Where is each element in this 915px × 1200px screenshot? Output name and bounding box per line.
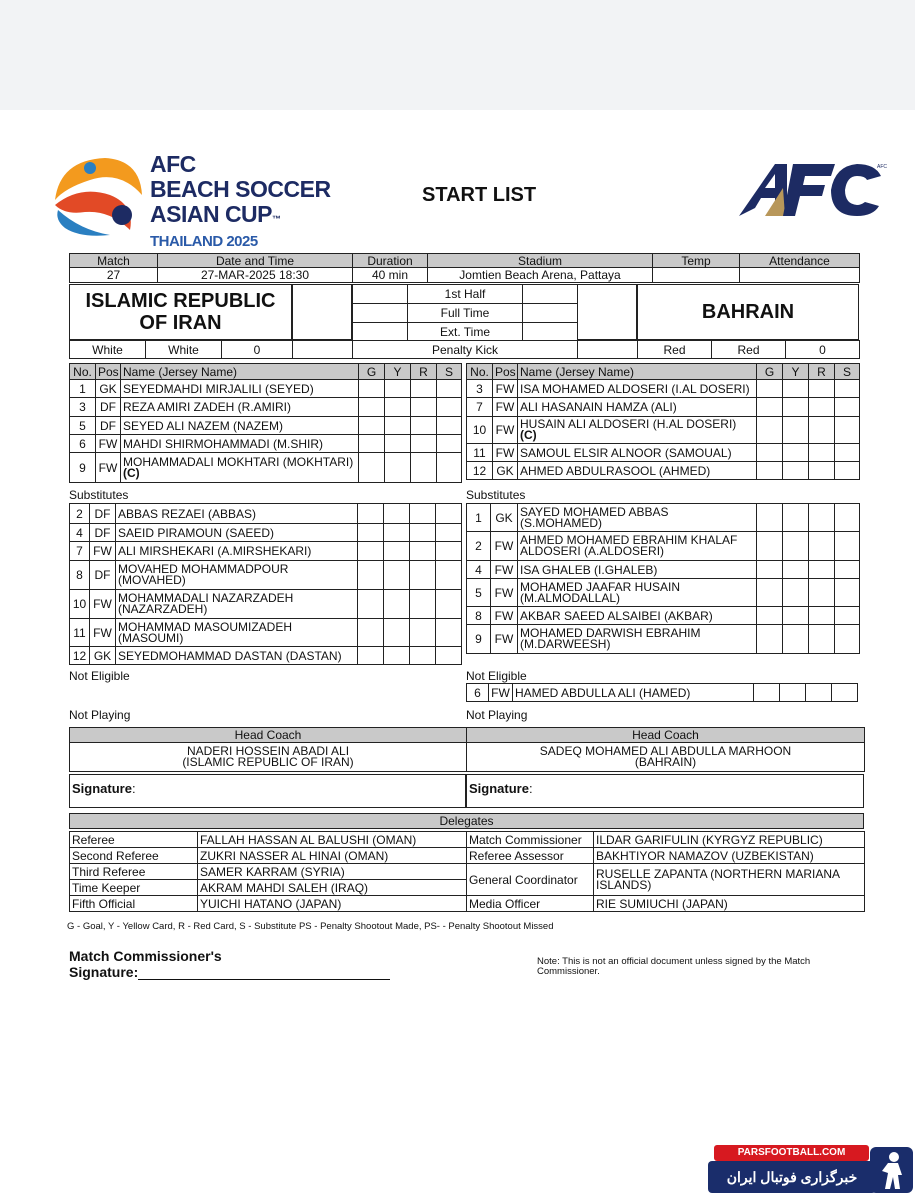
hdr-duration: Duration [353, 254, 428, 268]
home-kit-1: White [70, 341, 146, 359]
official-name: RIE SUMIUCHI (JAPAN) [594, 896, 865, 912]
official-role: Referee Assessor [467, 848, 594, 864]
player-name: HUSAIN ALI ALDOSERI (H.AL DOSERI) [520, 417, 737, 431]
table-row [70, 880, 467, 896]
table-row [467, 561, 860, 579]
away-head-coach-country: (BAHRAIN) [634, 755, 697, 769]
home-team-name: ISLAMIC REPUBLIC OF IRAN [85, 290, 276, 334]
table-row [70, 561, 462, 590]
player-pos: FW [491, 625, 518, 654]
player-pos: DF [96, 417, 121, 435]
table-row [70, 524, 462, 542]
table-row [70, 619, 462, 647]
away-kit-1: Red [638, 341, 712, 359]
note-block [537, 957, 810, 977]
player-pos: GK [493, 462, 518, 480]
player-pos: GK [96, 380, 121, 398]
player-name: AKBAR SAEED ALSAIBEI (AKBAR) [518, 607, 757, 625]
head-coach-table [69, 727, 865, 772]
col-no: No. [70, 364, 96, 380]
afc-logo-text: AFC [877, 164, 887, 170]
table-row [467, 532, 860, 561]
player-name: MOVAHED MOHAMMADPOUR [118, 562, 289, 576]
table-row [70, 848, 467, 864]
player-pos: FW [491, 607, 518, 625]
badge-text: خبرگزاری فوتبال ایران [708, 1161, 876, 1193]
player-pos: FW [491, 579, 518, 607]
table-row [467, 832, 865, 848]
player-no: 3 [70, 398, 96, 417]
col-s: S [437, 364, 462, 380]
player-pos: FW [491, 532, 518, 561]
player-name: ALI MIRSHEKARI (A.MIRSHEKARI) [116, 542, 358, 561]
player-name: MAHDI SHIRMOHAMMADI (M.SHIR) [121, 435, 359, 453]
col-g: G [757, 364, 783, 380]
official-role: Third Referee [70, 864, 198, 880]
table-row [467, 684, 858, 702]
player-no: 9 [70, 453, 96, 483]
mc-signature-block [69, 948, 390, 980]
player-jersey-name: (MOVAHED) [118, 573, 186, 587]
player-name: ALI HASANAIN HAMZA (ALI) [518, 398, 757, 417]
away-kit-2: Red [712, 341, 786, 359]
player-jersey-name: (M.ALMODALLAL) [520, 590, 621, 605]
table-row [467, 462, 860, 480]
hdr-temp: Temp [653, 254, 740, 268]
table-row [467, 380, 860, 398]
hdr-stadium: Stadium [428, 254, 653, 268]
player-name: MOHAMED JAAFAR HUSAIN [520, 579, 681, 594]
player-no: 6 [70, 435, 96, 453]
home-head-coach-name: NADERI HOSSEIN ABADI ALI [186, 744, 350, 758]
player-pos: GK [491, 504, 518, 532]
page-title: START LIST [422, 184, 537, 206]
player-silhouette-icon [868, 1145, 915, 1195]
away-signature-colon: : [528, 781, 533, 796]
hdr-attendance: Attendance [740, 254, 860, 268]
player-name: MOHAMMAD MASOUMIZADEH [118, 619, 292, 634]
player-name: MOHAMED DARWISH EBRAHIM [520, 626, 701, 640]
away-signature-label: Signature [469, 781, 529, 796]
table-row [70, 832, 467, 848]
player-pos: FW [90, 619, 116, 647]
home-signature-label: Signature [72, 781, 132, 796]
player-no: 8 [70, 561, 90, 590]
player-no: 7 [70, 542, 90, 561]
home-kit-2: White [146, 341, 222, 359]
score-row-ext-time: Ext. Time [408, 323, 523, 341]
player-no: 11 [467, 444, 493, 462]
val-attendance [740, 268, 860, 283]
official-name: AKRAM MAHDI SALEH (IRAQ) [198, 880, 467, 896]
captain-mark: (C) [520, 428, 537, 442]
parsfootball-badge [708, 1145, 915, 1195]
logo-line3: ASIAN CUP [150, 201, 273, 227]
official-name: BAKHTIYOR NAMAZOV (UZBEKISTAN) [594, 848, 865, 864]
official-name: YUICHI HATANO (JAPAN) [198, 896, 467, 912]
official-name-cont: ISLANDS) [596, 877, 652, 892]
table-row [70, 453, 462, 483]
official-role: Media Officer [467, 896, 594, 912]
col-pos: Pos [493, 364, 518, 380]
afc-logo-icon [735, 158, 885, 220]
player-pos: FW [90, 590, 116, 619]
player-pos: DF [90, 504, 116, 524]
score-row-1st-half: 1st Half [408, 285, 523, 304]
official-name: SAMER KARRAM (SYRIA) [198, 864, 467, 880]
table-row [70, 380, 462, 398]
official-role: Second Referee [70, 848, 198, 864]
player-name: ISA GHALEB (I.GHALEB) [518, 561, 757, 579]
table-row [467, 417, 860, 444]
player-jersey-name: (MASOUMI) [118, 630, 184, 645]
away-starters-table [466, 363, 860, 480]
col-y: Y [385, 364, 411, 380]
top-band [0, 0, 915, 110]
home-signature-box[interactable] [69, 774, 466, 808]
away-not-eligible-label: Not Eligible [466, 669, 527, 683]
logo-line2: BEACH SOCCER [150, 176, 331, 202]
player-no: 1 [467, 504, 491, 532]
col-name: Name (Jersey Name) [121, 364, 359, 380]
away-subs-table [466, 503, 860, 654]
logo-line1: AFC [150, 151, 196, 177]
table-row [70, 504, 462, 524]
table-row [70, 398, 462, 417]
player-name: AHMED MOHAMED EBRAHIM KHALAF [520, 533, 738, 547]
player-name: HAMED ABDULLA ALI (HAMED) [513, 684, 754, 702]
player-name: SEYEDMOHAMMAD DASTAN (DASTAN) [116, 647, 358, 665]
delegates-header [69, 813, 864, 829]
mc-signature-line[interactable] [138, 979, 390, 980]
captain-mark: (C) [123, 465, 140, 480]
player-no: 2 [70, 504, 90, 524]
home-head-coach-label: Head Coach [70, 728, 467, 743]
official-role: Match Commissioner [467, 832, 594, 848]
player-no: 5 [70, 417, 96, 435]
val-stadium: Jomtien Beach Arena, Pattaya [428, 268, 653, 283]
player-pos: DF [90, 524, 116, 542]
player-name: MOHAMMADALI MOKHTARI (MOKHTARI) [123, 454, 354, 469]
player-name: SEYEDMAHDI MIRJALILI (SEYED) [121, 380, 359, 398]
away-not-eligible-table [466, 683, 858, 702]
player-no: 4 [467, 561, 491, 579]
beach-soccer-logo-icon [50, 150, 145, 240]
table-row [70, 542, 462, 561]
player-no: 6 [467, 684, 489, 702]
player-jersey-name: ALDOSERI (A.ALDOSERI) [520, 544, 665, 558]
away-substitutes-label: Substitutes [466, 488, 526, 502]
away-head-coach-name: SADEQ MOHAMED ALI ABDULLA MARHOON [539, 744, 792, 758]
officials-right-table [466, 831, 865, 912]
home-substitutes-label: Substitutes [69, 488, 129, 502]
player-jersey-name: (S.MOHAMED) [520, 515, 602, 530]
official-name: FALLAH HASSAN AL BALUSHI (OMAN) [198, 832, 467, 848]
table-row [70, 647, 462, 665]
kits-row [69, 340, 860, 359]
official-role: Time Keeper [70, 880, 198, 896]
col-s: S [835, 364, 860, 380]
table-row [70, 417, 462, 435]
home-not-playing-label: Not Playing [69, 708, 131, 722]
table-row [70, 590, 462, 619]
away-team-box [637, 284, 859, 340]
player-no: 12 [70, 647, 90, 665]
legend-text: G - Goal, Y - Yellow Card, R - Red Card, S - Substitute PS - Penalty Shootout Made, PS- - Penalty Shootout Missed [67, 921, 554, 932]
player-name: SAMOUL ELSIR ALNOOR (SAMOUAL) [518, 444, 757, 462]
player-name: ISA MOHAMED ALDOSERI (I.AL DOSERI) [518, 380, 757, 398]
match-header-table [69, 253, 860, 283]
away-pk: 0 [786, 341, 860, 359]
table-row [70, 896, 467, 912]
player-pos: GK [90, 647, 116, 665]
home-signature-colon: : [131, 781, 136, 796]
officials-left-table [69, 831, 467, 912]
mc-signature-line2: Signature: [69, 964, 139, 980]
table-row [467, 607, 860, 625]
table-row [467, 444, 860, 462]
hdr-date: Date and Time [158, 254, 353, 268]
home-subs-table [69, 503, 462, 665]
player-no: 9 [467, 625, 491, 654]
player-name: REZA AMIRI ZADEH (R.AMIRI) [121, 398, 359, 417]
player-no: 3 [467, 380, 493, 398]
player-no: 7 [467, 398, 493, 417]
player-pos: DF [96, 398, 121, 417]
player-no: 2 [467, 532, 491, 561]
score-row-penalty-kick: Penalty Kick [353, 341, 578, 359]
player-pos: FW [96, 435, 121, 453]
table-row [467, 579, 860, 607]
away-head-coach-label: Head Coach [467, 728, 865, 743]
player-pos: FW [493, 417, 518, 444]
val-date: 27-MAR-2025 18:30 [158, 268, 353, 283]
col-name: Name (Jersey Name) [518, 364, 757, 380]
note-line2: Commissioner. [537, 966, 600, 977]
table-row [467, 896, 865, 912]
table-row [467, 504, 860, 532]
player-no: 8 [467, 607, 491, 625]
player-pos: FW [493, 398, 518, 417]
player-no: 11 [70, 619, 90, 647]
player-no: 4 [70, 524, 90, 542]
player-pos: FW [90, 542, 116, 561]
official-name: ZUKRI NASSER AL HINAI (OMAN) [198, 848, 467, 864]
table-row [467, 864, 865, 896]
player-no: 1 [70, 380, 96, 398]
player-jersey-name: (NAZARZADEH) [118, 602, 208, 616]
mc-signature-line1: Match Commissioner's [69, 948, 222, 964]
table-row [467, 398, 860, 417]
player-pos: DF [90, 561, 116, 590]
player-name: SAEID PIRAMOUN (SAEED) [116, 524, 358, 542]
player-pos: FW [493, 380, 518, 398]
logo-line4: THAILAND 2025 [150, 233, 258, 250]
home-head-coach-country: (ISLAMIC REPUBLIC OF IRAN) [182, 755, 354, 769]
player-pos: FW [493, 444, 518, 462]
official-role: General Coordinator [467, 864, 594, 896]
note-line1: Note: This is not an official document unless signed by the Match [537, 956, 811, 967]
official-name: RUSELLE ZAPANTA (NORTHERN MARIANA [596, 866, 841, 881]
official-role: Fifth Official [70, 896, 198, 912]
table-row [467, 848, 865, 864]
table-row [70, 864, 467, 880]
player-pos: FW [96, 453, 121, 483]
table-row [70, 435, 462, 453]
player-name: ABBAS REZAEI (ABBAS) [116, 504, 358, 524]
home-pk: 0 [222, 341, 293, 359]
player-name: AHMED ABDULRASOOL (AHMED) [518, 462, 757, 480]
col-pos: Pos [96, 364, 121, 380]
away-team-name: BAHRAIN [701, 301, 795, 323]
score-row-full-time: Full Time [408, 304, 523, 323]
player-no: 12 [467, 462, 493, 480]
val-match: 27 [70, 268, 158, 283]
badge-site: PARSFOOTBALL.COM [714, 1145, 869, 1161]
col-y: Y [783, 364, 809, 380]
home-starters-table [69, 363, 462, 483]
val-temp [653, 268, 740, 283]
player-jersey-name: (M.DARWEESH) [520, 637, 611, 651]
away-score-box [577, 284, 637, 340]
home-score-box [292, 284, 352, 340]
logo-tm: ™ [272, 214, 281, 224]
home-not-eligible-label: Not Eligible [69, 669, 130, 683]
score-table [352, 284, 578, 341]
table-row [467, 625, 860, 654]
val-duration: 40 min [353, 268, 428, 283]
player-no: 10 [467, 417, 493, 444]
away-not-playing-label: Not Playing [466, 708, 528, 722]
official-role: Referee [70, 832, 198, 848]
player-pos: FW [489, 684, 513, 702]
player-name: SEYED ALI NAZEM (NAZEM) [121, 417, 359, 435]
logo-text [150, 152, 331, 252]
player-name: MOHAMMADALI NAZARZADEH [118, 591, 294, 605]
player-no: 10 [70, 590, 90, 619]
col-g: G [359, 364, 385, 380]
col-r: R [809, 364, 835, 380]
player-no: 5 [467, 579, 491, 607]
hdr-match: Match [70, 254, 158, 268]
col-no: No. [467, 364, 493, 380]
home-team-box [69, 284, 292, 340]
player-pos: FW [491, 561, 518, 579]
delegates-label: Delegates [70, 814, 864, 829]
official-name: ILDAR GARIFULIN (KYRGYZ REPUBLIC) [594, 832, 865, 848]
player-name: SAYED MOHAMED ABBAS [520, 504, 669, 519]
away-signature-box[interactable] [466, 774, 864, 808]
col-r: R [411, 364, 437, 380]
